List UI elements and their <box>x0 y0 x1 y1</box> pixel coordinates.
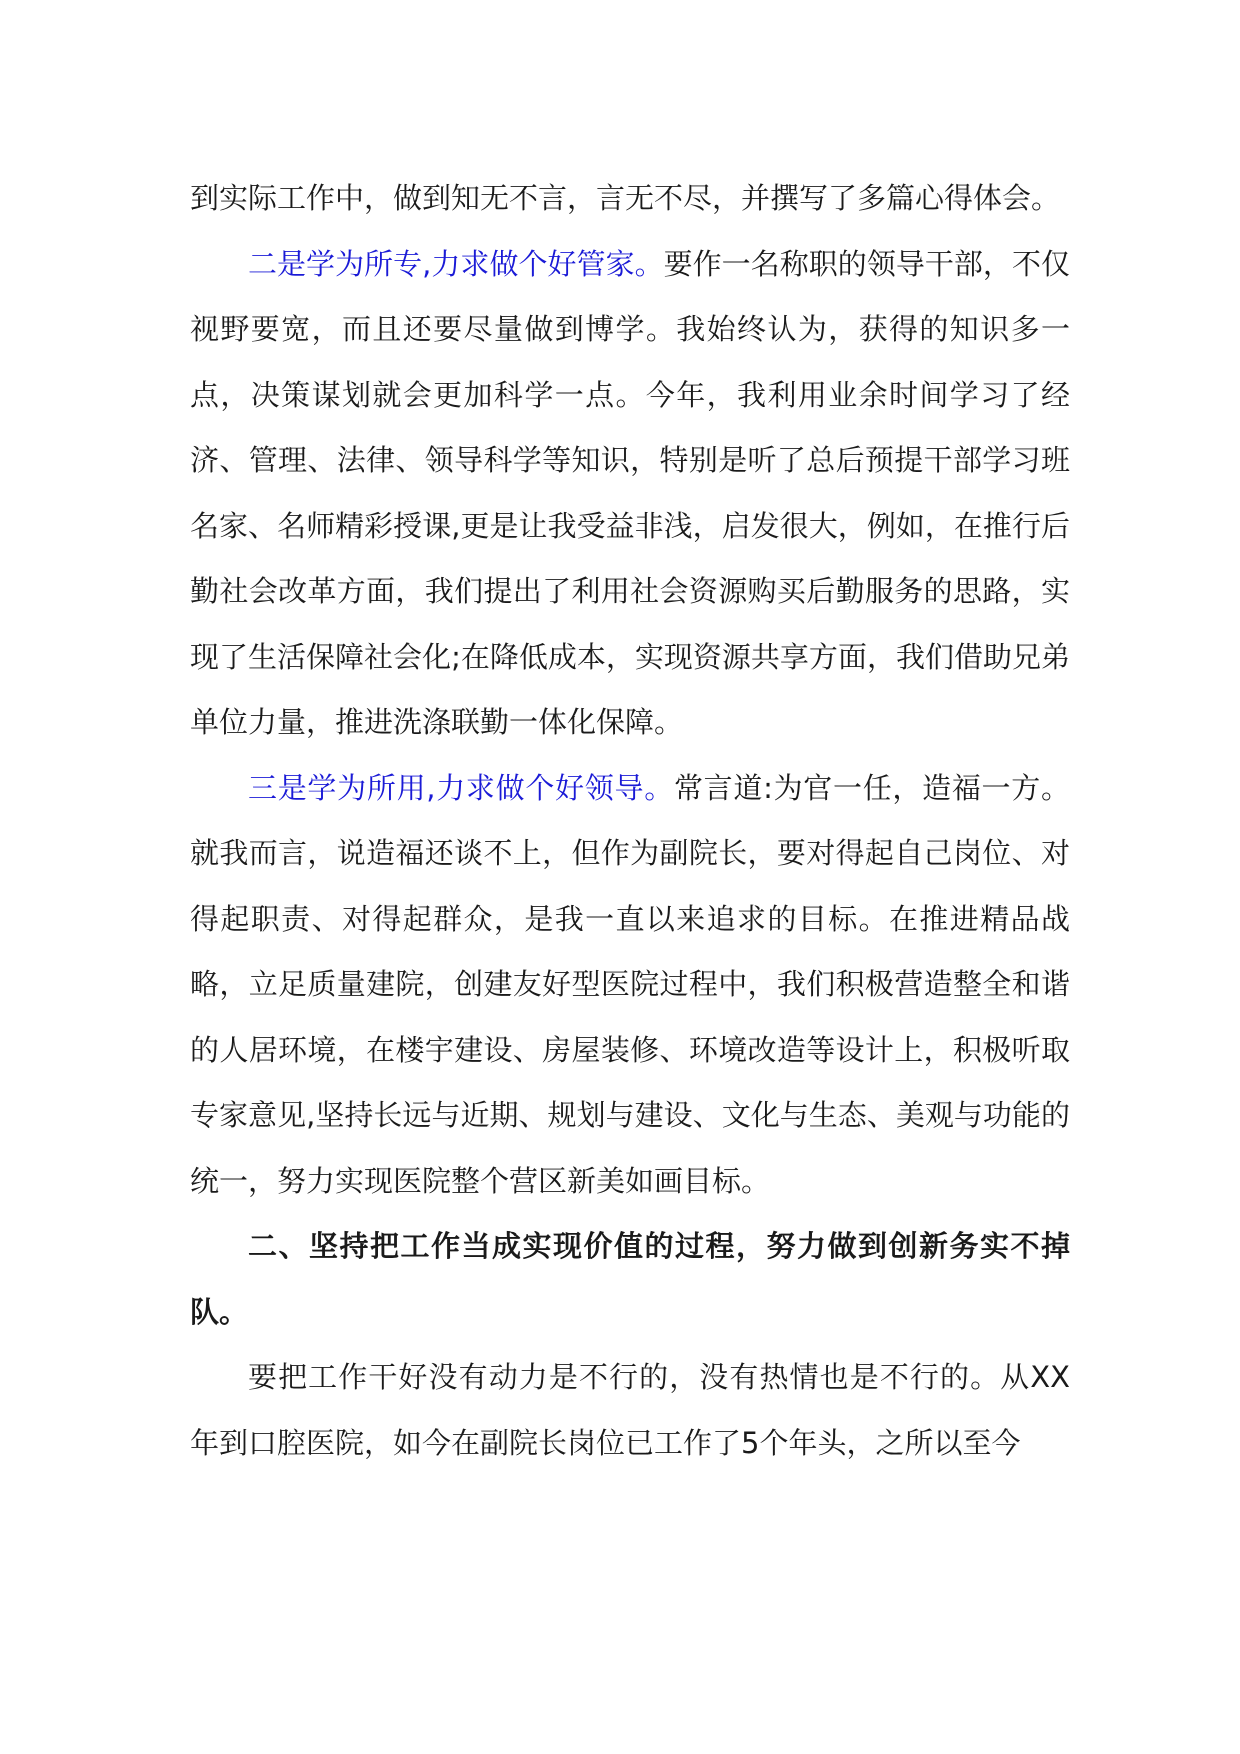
paragraph-text: 要作一名称职的领导干部，不仅视野要宽，而且还要尽量做到博学。我始终认为，获得的知识多一点，决策谋划就会更加科学一点。今年，我利用业余时间学习了经济、管理、法律、领导科学等知识，特别是听了总后预提干部学习班名家、名师精彩授课,更是让我受益非浅，启发很大，例如，在推行后勤社会改革方面，我们提出了利用社会资源购买后勤服务的思路，实现了生活保障社会化;在降低成本，实现资源共享方面，我们借助兄弟单位力量，推进洗涤联勤一体化保障。 <box>190 246 1070 739</box>
paragraph-continuation <box>190 166 1070 232</box>
highlighted-lead-phrase: 二是学为所专,力求做个好管家。 <box>248 246 664 281</box>
paragraph-text: 常言道:为官一任，造福一方。就我而言，说造福还谈不上，但作为副院长，要对得起自己岗位、对得起职责、对得起群众，是我一直以来追求的目标。在推进精品战略，立足质量建院，创建友好型医院过程中，我们积极营造整全和谐的人居环境，在楼宇建设、房屋装修、环境改造等设计上，积极听取专家意见,坚持长远与近期、规划与建设、文化与生态、美观与功能的统一，努力实现医院整个营区新美如画目标。 <box>190 770 1070 1198</box>
paragraph-study-management <box>190 232 1070 756</box>
paragraph-text: 要把工作干好没有动力是不行的，没有热情也是不行的。从XX年到口腔医院，如今在副院长岗位已工作了5个年头，之所以至今 <box>190 1360 1070 1460</box>
highlighted-lead-phrase: 三是学为所用,力求做个好领导。 <box>248 770 674 805</box>
paragraph-study-leadership <box>190 756 1070 1215</box>
paragraph-text: 到实际工作中，做到知无不言，言无不尽，并撰写了多篇心得体会。 <box>190 181 1061 215</box>
section-heading-text: 二、坚持把工作当成实现价值的过程，努力做到创新务实不掉队。 <box>190 1229 1070 1329</box>
document-body <box>190 166 1070 1476</box>
section-heading <box>190 1214 1070 1345</box>
paragraph-work-motivation <box>190 1345 1070 1476</box>
